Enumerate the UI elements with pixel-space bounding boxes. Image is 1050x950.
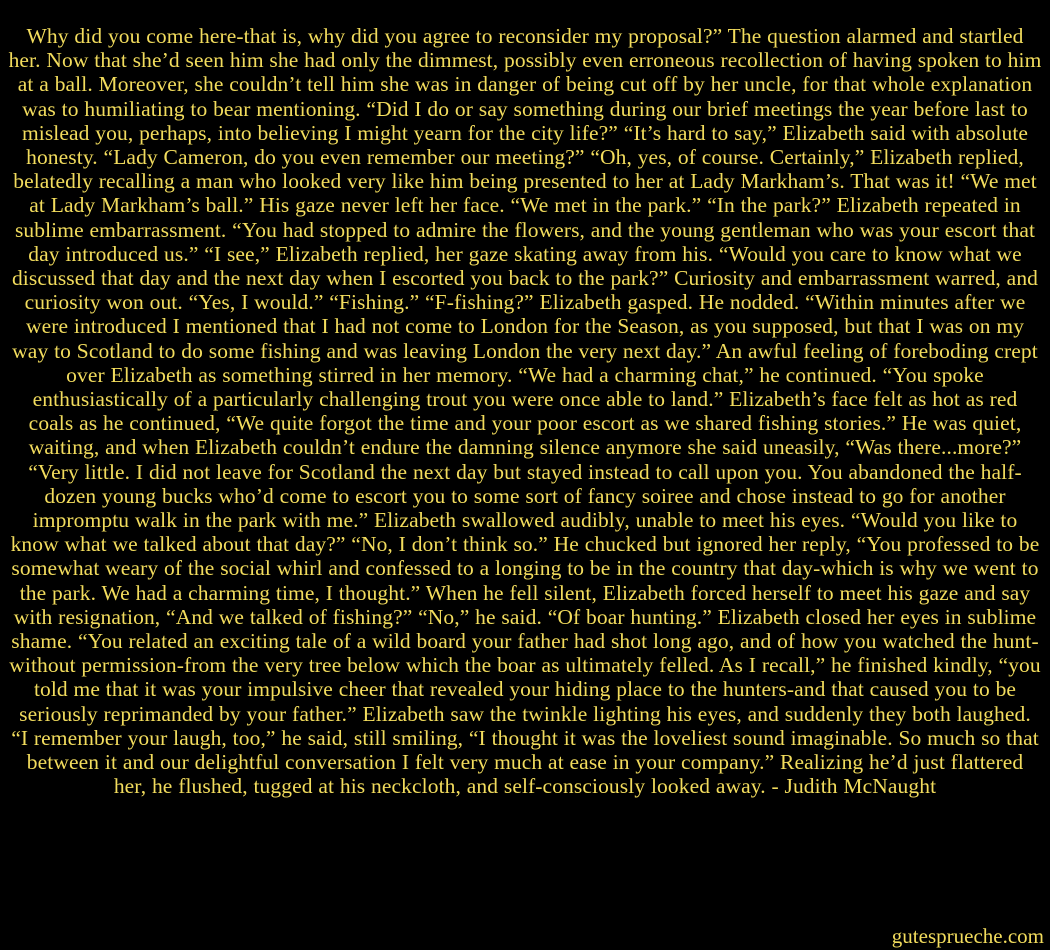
site-watermark: gutesprueche.com xyxy=(891,924,1044,948)
quote-text: Why did you come here-that is, why did you agree to reconsider my proposal?” The question alarmed and startled her. Now that she’d seen him she had only the dimmest, possibly even erroneous recollection of having spoken to him at a ball. Moreover, she couldn’t tell him she was in danger of being cut off by her uncle, for that whole explanation was to humiliating to bear mentioning. “Did I do or say something during our brief meetings the year before last to mislead you, perhaps, into believing I might yearn for the city life?” “It’s hard to say,” Elizabeth said with absolute honesty. “Lady Cameron, do you even remember our meeting?” “Oh, yes, of course. Certainly,” Elizabeth replied, belatedly recalling a man who looked very like him being presented to her at Lady Markham’s. That was it! “We met at Lady Markham’s ball.” His gaze never left her face. “We met in the park.” “In the park?” Elizabeth repeated in sublime embarrassment. “You had stopped to admire the flowers, and the young gentleman who was your escort that day introduced us.” “I see,” Elizabeth replied, her gaze skating away from his. “Would you care to know what we discussed that day and the next day when I escorted you back to the park?” Curiosity and embarrassment warred, and curiosity won out. “Yes, I would.” “Fishing.” “F-fishing?” Elizabeth gasped. He nodded. “Within minutes after we were introduced I mentioned that I had not come to London for the Season, as you supposed, but that I was on my way to Scotland to do some fishing and was leaving London the very next day.” An awful feeling of foreboding crept over Elizabeth as something stirred in her memory. “We had a charming chat,” he continued. “You spoke enthusiastically of a particularly challenging trout you were once able to land.” Elizabeth’s face felt as hot as red coals as he continued, “We quite forgot the time and your poor escort as we shared fishing stories.” He was quiet, waiting, and when Elizabeth couldn’t endure the damning silence anymore she said uneasily, “Was there...more?” “Very little. I did not leave for Scotland the next day but stayed instead to call upon you. You abandoned the half-dozen young bucks who’d come to escort you to some sort of fancy soiree and chose instead to go for another impromptu walk in the park with me.” Elizabeth swallowed audibly, unable to meet his eyes. “Would you like to know what we talked about that day?” “No, I don’t think so.” He chucked but ignored her reply, “You professed to be somewhat weary of the social whirl and confessed to a longing to be in the country that day-which is why we went to the park. We had a charming time, I thought.” When he fell silent, Elizabeth forced herself to meet his gaze and say with resignation, “And we talked of fishing?” “No,” he said. “Of boar hunting.” Elizabeth closed her eyes in sublime shame. “You related an exciting tale of a wild board your father had shot long ago, and of how you watched the hunt-without permission-from the very tree below which the boar as ultimately felled. As I recall,” he finished kindly, “you told me that it was your impulsive cheer that revealed your hiding place to the hunters-and that caused you to be seriously reprimanded by your father.” Elizabeth saw the twinkle lighting his eyes, and suddenly they both laughed. “I remember your laugh, too,” he said, still smiling, “I thought it was the loveliest sound imaginable. So much so that between it and our delightful conversation I felt very much at ease in your company.” Realizing he’d just flattered her, he flushed, tugged at his neckcloth, and self-consciously looked away. - Judith McNaught xyxy=(8,24,1042,799)
